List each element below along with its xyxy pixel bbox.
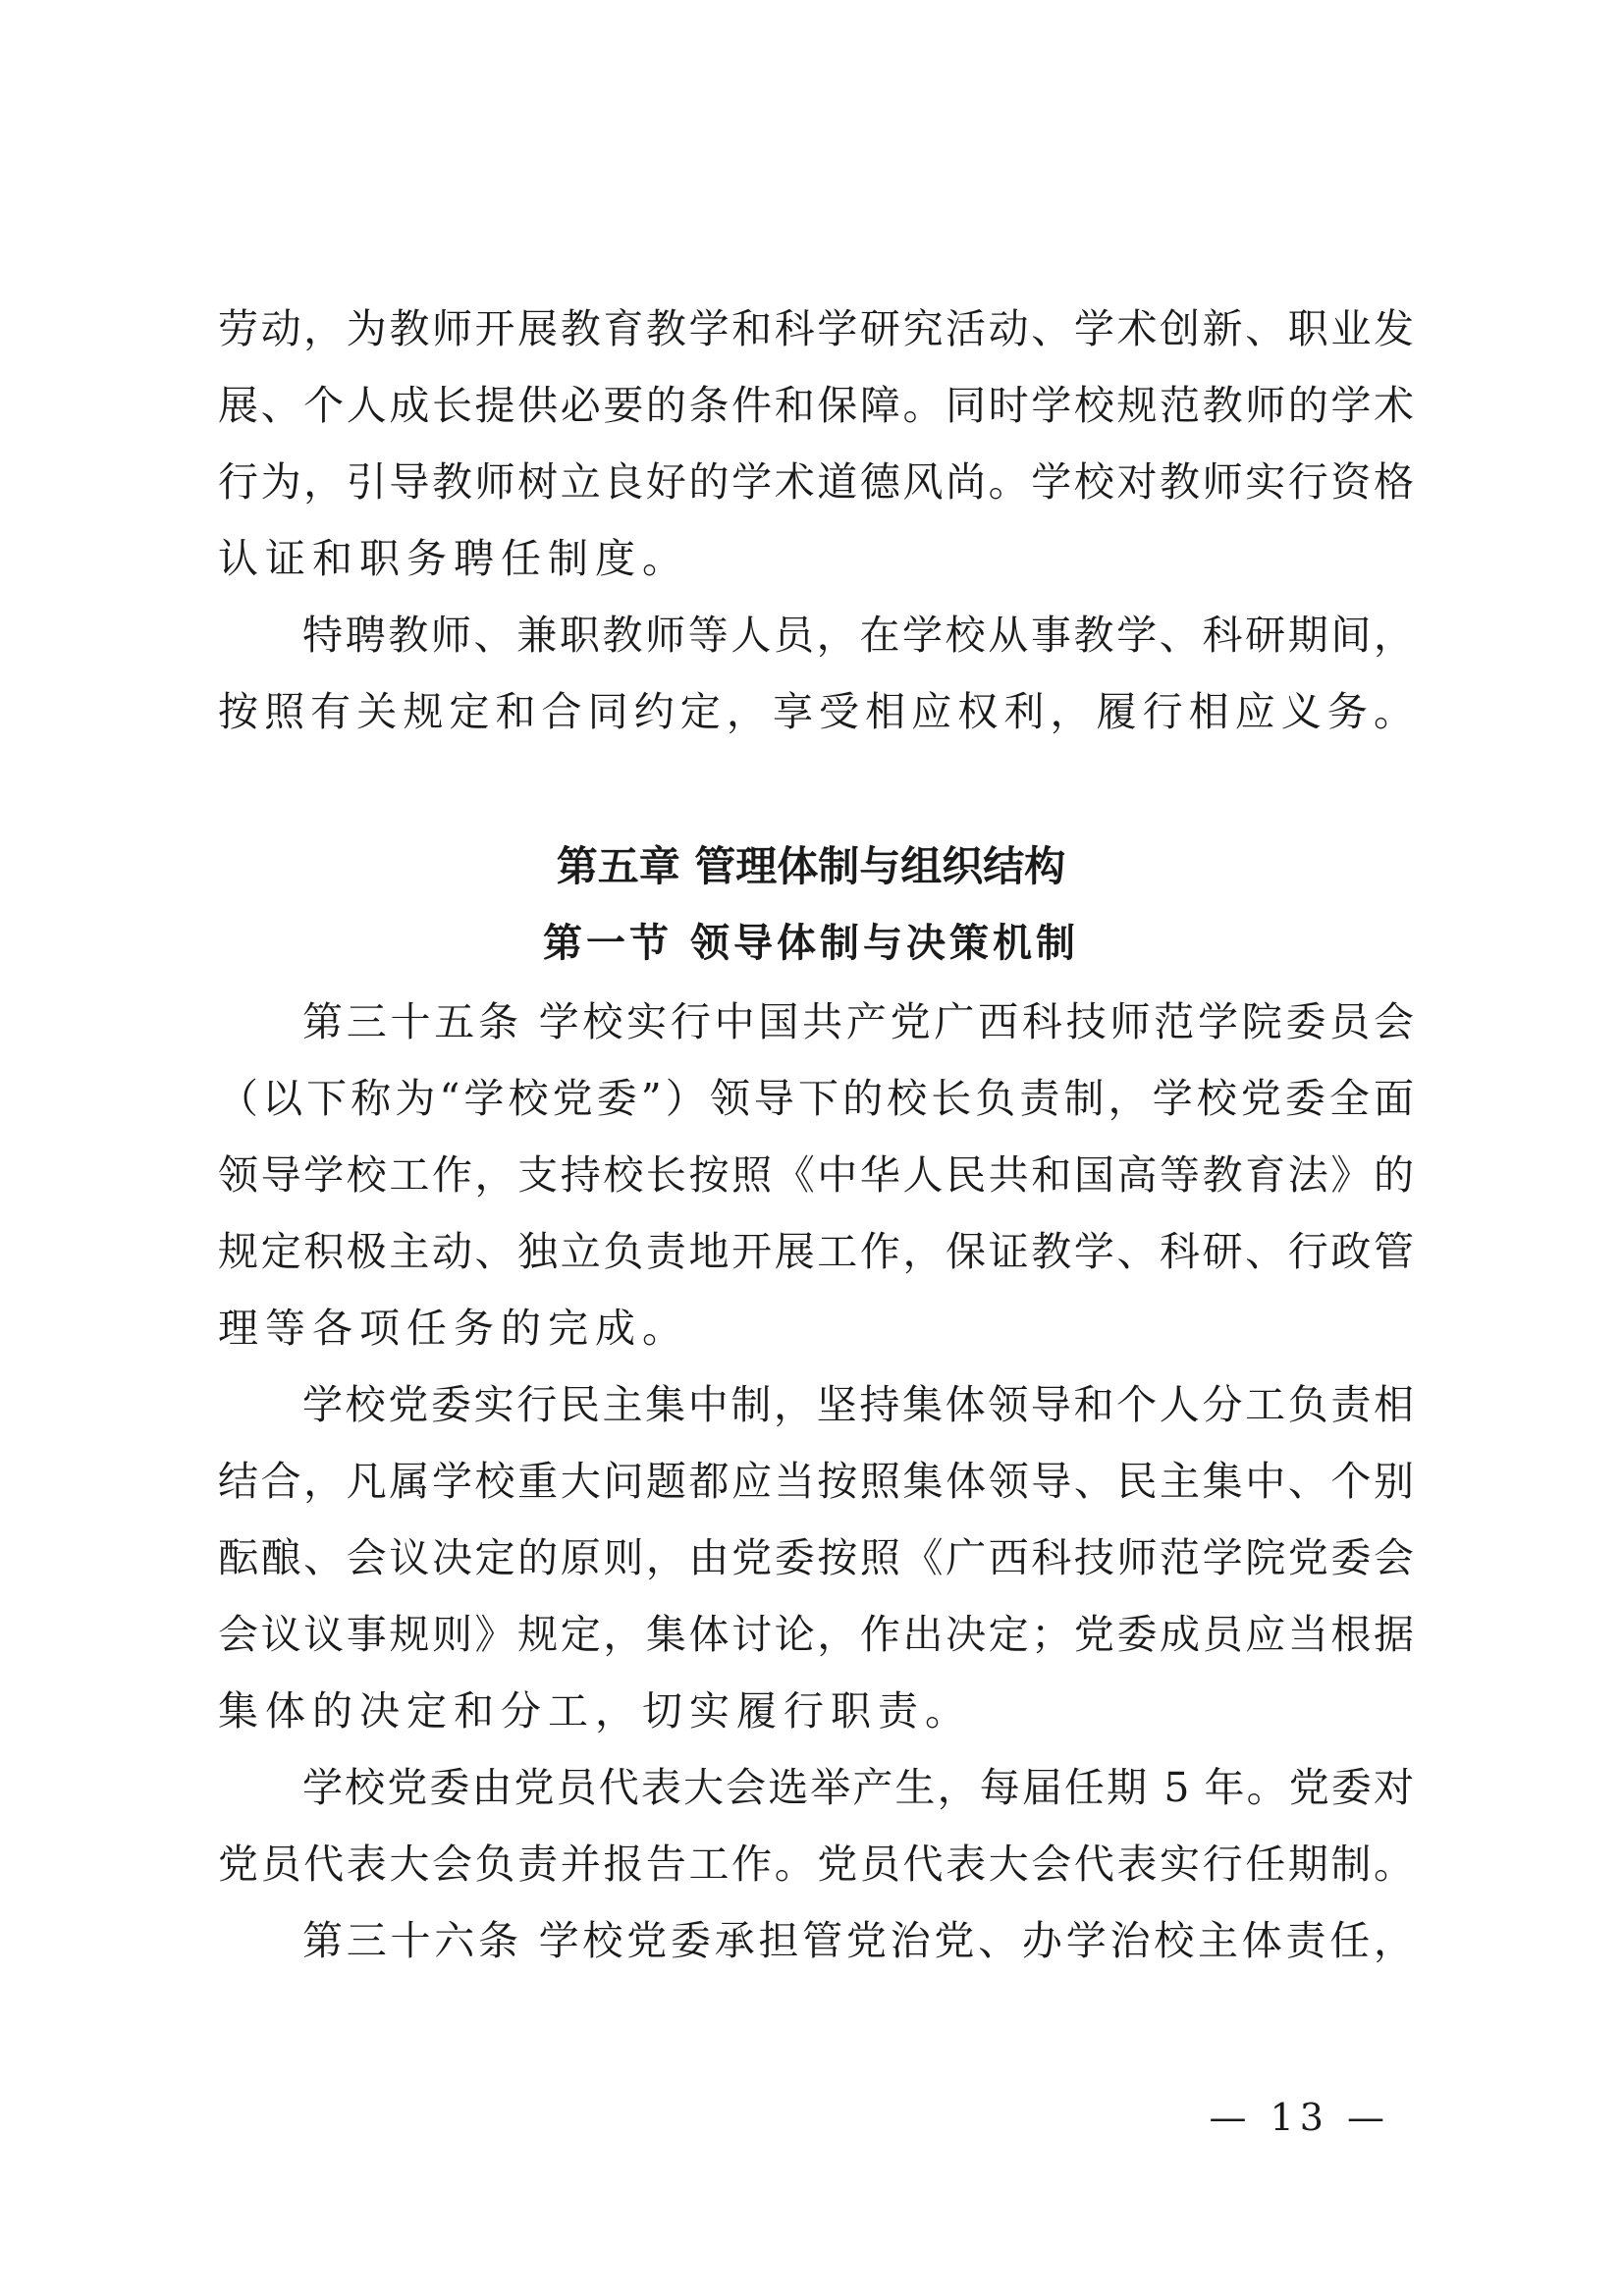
text-line: 规定积极主动、独立负责地开展工作，保证教学、科研、行政管 [218, 1228, 1414, 1275]
text-line: 特聘教师、兼职教师等人员，在学校从事教学、科研期间， [302, 612, 1414, 659]
text-line: 学校党委由党员代表大会选举产生，每届任期 5 年。党委对 [302, 1764, 1414, 1811]
text-line: 集体的决定和分工，切实履行职责。 [218, 1687, 972, 1735]
text-line: 领导学校工作，支持校长按照《中华人民共和国高等教育法》的 [218, 1151, 1414, 1199]
text-line: 行为，引导教师树立良好的学术道德风尚。学校对教师实行资格 [218, 458, 1414, 506]
page-number: — 13 — [1209, 2096, 1390, 2139]
chapter-title: 第五章 管理体制与组织结构 [556, 842, 1066, 890]
text-line: 结合，凡属学校重大问题都应当按照集体领导、民主集中、个别 [218, 1458, 1414, 1505]
text-line: （以下称为“学校党委”）领导下的校长负责制，学校党委全面 [218, 1075, 1414, 1122]
text-line: 会议议事规则》规定，集体讨论，作出决定；党委成员应当根据 [218, 1611, 1414, 1658]
text-line: 理等各项任务的完成。 [218, 1305, 689, 1352]
text-line: 酝酿、会议决定的原则，由党委按照《广西科技师范学院党委会 [218, 1534, 1414, 1581]
section-title: 第一节 领导体制与决策机制 [543, 920, 1079, 966]
text-line: 按照有关规定和合同约定，享受相应权利，履行相应义务。 [218, 688, 1414, 735]
text-line: 劳动，为教师开展教育教学和科学研究活动、学术创新、职业发 [218, 305, 1414, 352]
text-line: 党员代表大会负责并报告工作。党员代表大会代表实行任期制。 [218, 1841, 1414, 1888]
text-line: 展、个人成长提供必要的条件和保障。同时学校规范教师的学术 [218, 382, 1414, 429]
text-line: 学校党委实行民主集中制，坚持集体领导和个人分工负责相 [302, 1381, 1414, 1428]
text-line: 第三十六条 学校党委承担管党治党、办学治校主体责任， [302, 1917, 1414, 1964]
text-line: 第三十五条 学校实行中国共产党广西科技师范学院委员会 [302, 998, 1414, 1045]
text-line: 认证和职务聘任制度。 [218, 535, 689, 582]
